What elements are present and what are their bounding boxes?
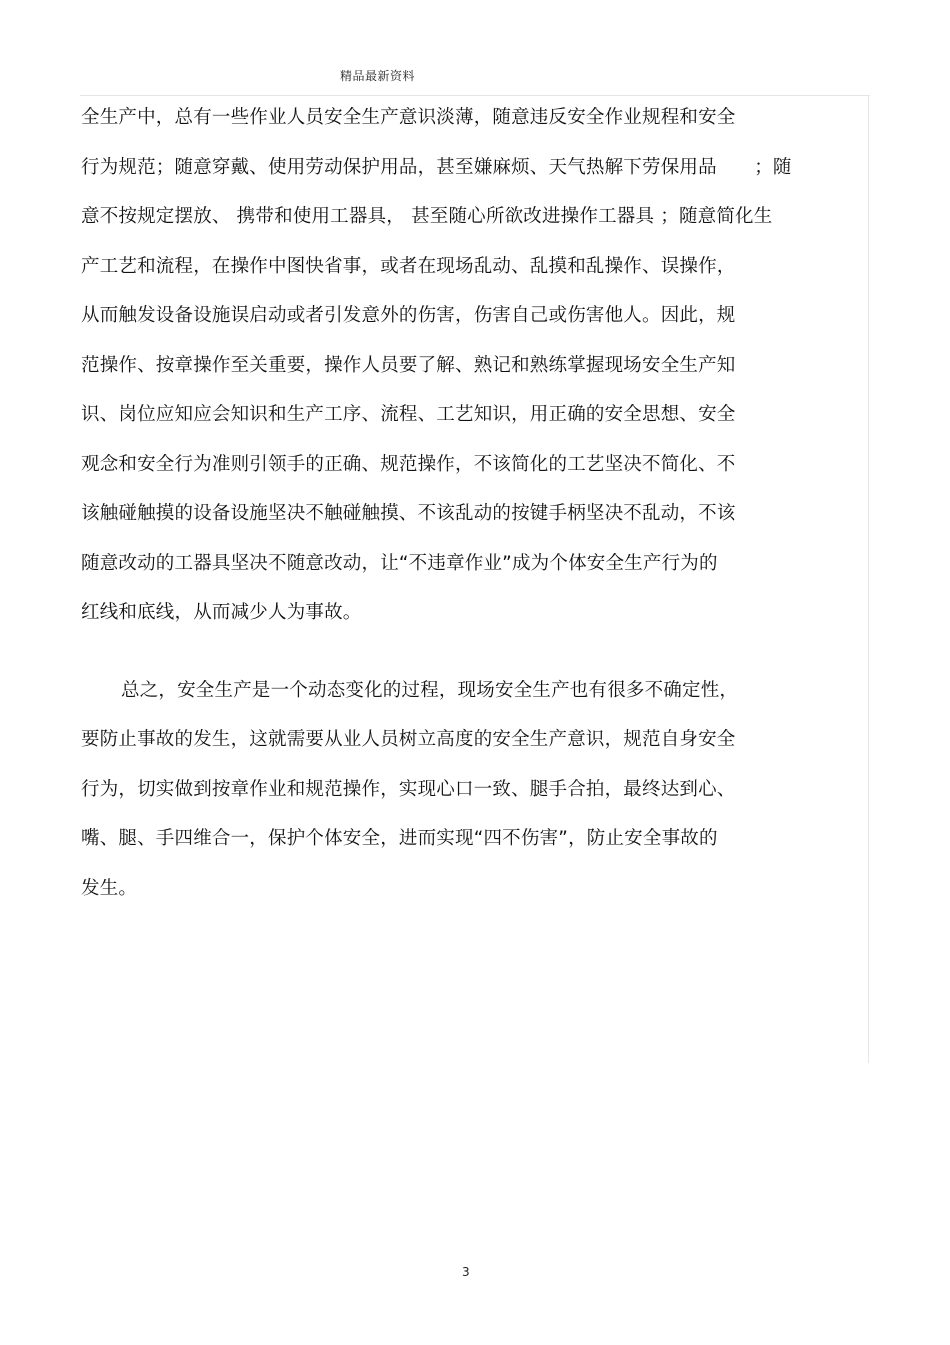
text-line: 总之，安全生产是一个动态变化的过程，现场安全生产也有很多不确定性，: [121, 679, 739, 701]
text-line: 行为，切实做到按章作业和规范操作，实现心口一致、腿手合拍，最终达到心、: [81, 778, 736, 800]
text-line: 观念和安全行为准则引领手的正确、规范操作，不该简化的工艺坚决不简化、不: [81, 453, 736, 475]
text-line: 全生产中，总有一些作业人员安全生产意识淡薄，随意违反安全作业规程和安全: [81, 107, 736, 128]
text-line: 识、岗位应知应会知识和生产工序、流程、工艺知识，用正确的安全思想、安全: [81, 404, 736, 425]
right-margin-rule: [868, 95, 869, 1063]
text-line: 红线和底线，从而减少人为事故。: [81, 602, 362, 623]
text-line: 要防止事故的发生，这就需要从业人员树立高度的安全生产意识，规范自身安全: [81, 729, 736, 750]
text-line: 从而触发设备设施误启动或者引发意外的伤害，伤害自己或伤害他人。因此，规: [81, 305, 736, 326]
page-number: 3: [462, 1265, 470, 1279]
text-line: 发生。: [81, 877, 138, 899]
text-line: 范操作、按章操作至关重要，操作人员要了解、熟记和熟练掌握现场安全生产知: [81, 354, 736, 376]
body-text: [81, 101, 863, 921]
header-divider: [80, 95, 870, 96]
text-line: 产工艺和流程，在操作中图快省事，或者在现场乱动、乱摸和乱操作、误操作，: [81, 255, 736, 277]
text-line: 嘴、腿、手四维合一，保护个体安全，进而实现“四不伤害”，防止安全事故的: [81, 828, 718, 849]
page-header: 精品最新资料: [340, 69, 416, 83]
text-line: 随意改动的工器具坚决不随意改动，让“不违章作业”成为个体安全生产行为的: [81, 552, 718, 574]
paragraph-gap: [81, 646, 863, 674]
text-line: 意不按规定摆放、 携带和使用工器具， 甚至随心所欲改进操作工器具 ；随意简化生: [81, 206, 773, 227]
text-line: 行为规范；随意穿戴、使用劳动保护用品，甚至嫌麻烦、天气热解下劳保用品 ；随: [81, 156, 792, 178]
text-line: 该触碰触摸的设备设施坚决不触碰触摸、不该乱动的按键手柄坚决不乱动，不该: [81, 503, 736, 524]
